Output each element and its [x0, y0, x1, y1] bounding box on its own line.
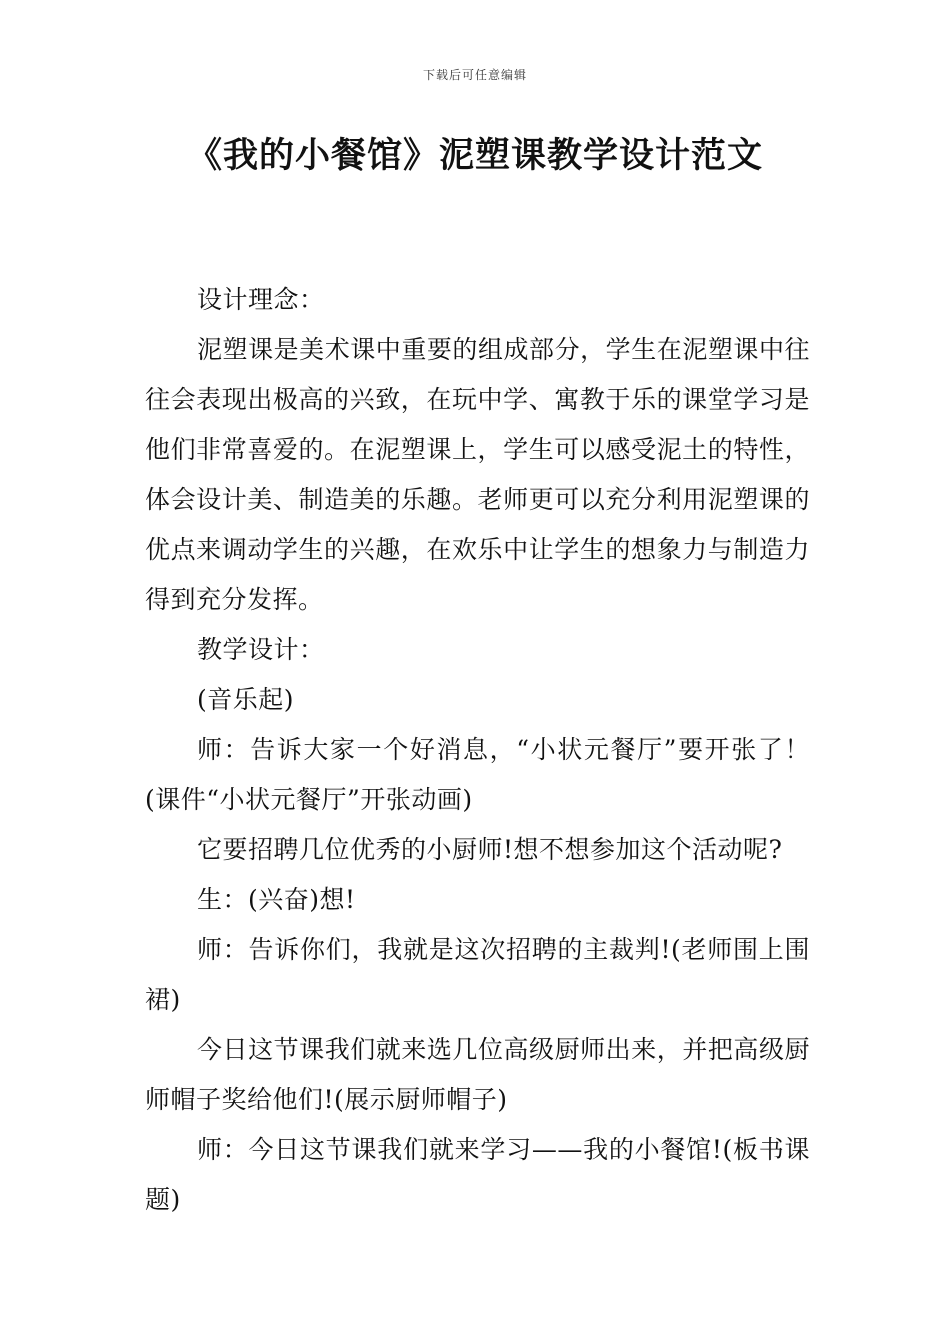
- paragraph-lesson-topic: 师：今日这节课我们就来学习——我的小餐馆!(板书课题): [145, 1135, 810, 1214]
- section-heading-design-concept: 设计理念：: [197, 285, 325, 314]
- paragraph-teacher-judge: 师：告诉你们，我就是这次招聘的主裁判!(老师围上围裙): [145, 935, 810, 1014]
- paragraph-recruitment: 它要招聘几位优秀的小厨师!想不想参加这个活动呢?: [197, 835, 783, 864]
- document-title: 《我的小餐馆》泥塑课教学设计范文: [186, 136, 763, 176]
- header-note: 下载后可任意编辑: [422, 68, 527, 82]
- document-body: [145, 275, 810, 1225]
- paragraph-music: (音乐起): [197, 685, 295, 714]
- paragraph-chef-hat: 今日这节课我们就来选几位高级厨师出来，并把高级厨师帽子奖给他们!(展示厨师帽子): [145, 1035, 810, 1114]
- paragraph-design-concept: 泥塑课是美术课中重要的组成部分，学生在泥塑课中往往会表现出极高的兴致，在玩中学、寓教于乐的课堂学习是他们非常喜爱的。在泥塑课上，学生可以感受泥土的特性，体会设计美、制造美的乐趣。老师更可以充分利用泥塑课的优点来调动学生的兴趣，在欢乐中让学生的想象力与制造力得到充分发挥。: [145, 335, 810, 614]
- section-heading-teaching-design: 教学设计：: [197, 635, 325, 664]
- paragraph-teacher-announcement: 师：告诉大家一个好消息，“小状元餐厅”要开张了！(课件“小状元餐厅”开张动画): [145, 735, 810, 814]
- paragraph-student-reply: 生：(兴奋)想!: [197, 885, 356, 914]
